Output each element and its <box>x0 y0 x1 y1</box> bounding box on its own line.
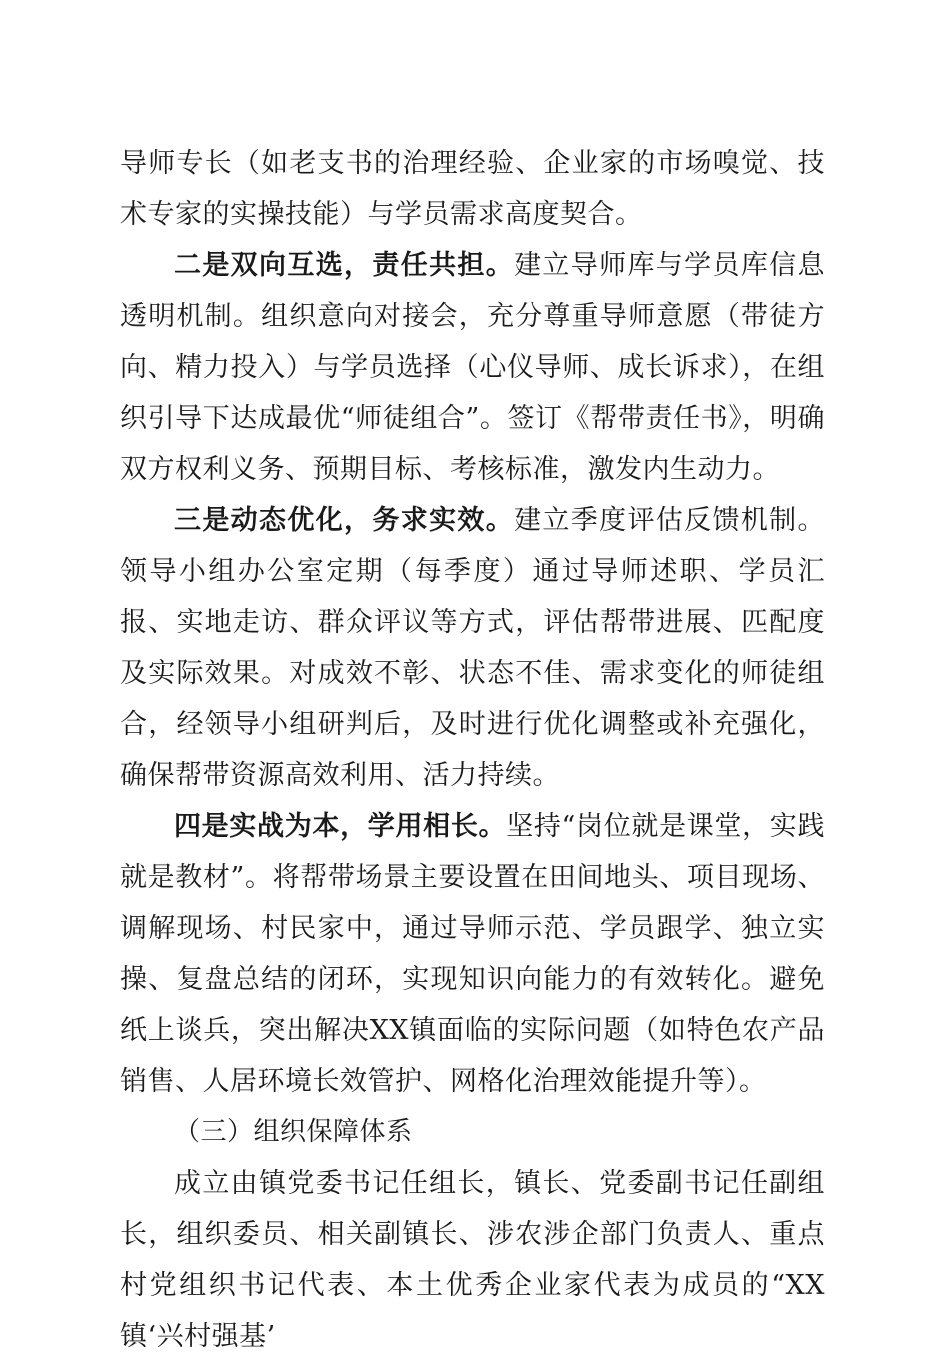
paragraph-lead: 四是实战为本，学用相长。 <box>174 811 507 842</box>
paragraph-text: 坚持“岗位就是课堂，实践就是教材”。将帮带场景主要设置在田间地头、项目现场、调解现场、村民家中，通过导师示范、学员跟学、独立实操、复盘总结的闭环，实现知识向能力的有效转化。避免纸上谈兵，突出解决XX镇面临的实际问题（如特色农产品销售、人居环境长效管护、网格化治理效能提升等）。 <box>120 811 825 1097</box>
paragraph-continued <box>120 138 825 240</box>
paragraph-text: 建立季度评估反馈机制。领导小组办公室定期（每季度）通过导师述职、学员汇报、实地走访、群众评议等方式，评估帮带进展、匹配度及实际效果。对成效不彰、状态不佳、需求变化的师徒组合，经领导小组研判后，及时进行优化调整或补充强化，确保帮带资源高效利用、活力持续。 <box>120 505 826 791</box>
paragraph-text: 建立导师库与学员库信息透明机制。组织意向对接会，充分尊重导师意愿（带徒方向、精力投入）与学员选择（心仪导师、成长诉求），在组织引导下达成最优“师徒组合”。签订《帮带责任书》，明确双方权利义务、预期目标、考核标准，激发内生动力。 <box>120 250 826 485</box>
paragraph-practice-based <box>120 801 825 1107</box>
document-body <box>120 138 825 1362</box>
paragraph-dynamic-optimization <box>120 495 825 801</box>
paragraph-organization <box>120 1158 825 1362</box>
paragraph-lead: 三是动态优化，务求实效。 <box>174 505 515 536</box>
paragraph-text: 成立由镇党委书记任组长，镇长、党委副书记任副组长，组织委员、相关副镇长、涉农涉企部门负责人、重点村党组织书记代表、本土优秀企业家代表为成员的“XX镇‘兴村强基’ <box>120 1168 825 1352</box>
paragraph-text: 导师专长（如老支书的治理经验、企业家的市场嗅觉、技术专家的实操技能）与学员需求高度契合。 <box>120 148 825 230</box>
paragraph-mutual-selection <box>120 240 825 495</box>
paragraph-lead: 二是双向互选，责任共担。 <box>174 250 515 281</box>
section-heading: （三）组织保障体系 <box>174 1117 413 1147</box>
